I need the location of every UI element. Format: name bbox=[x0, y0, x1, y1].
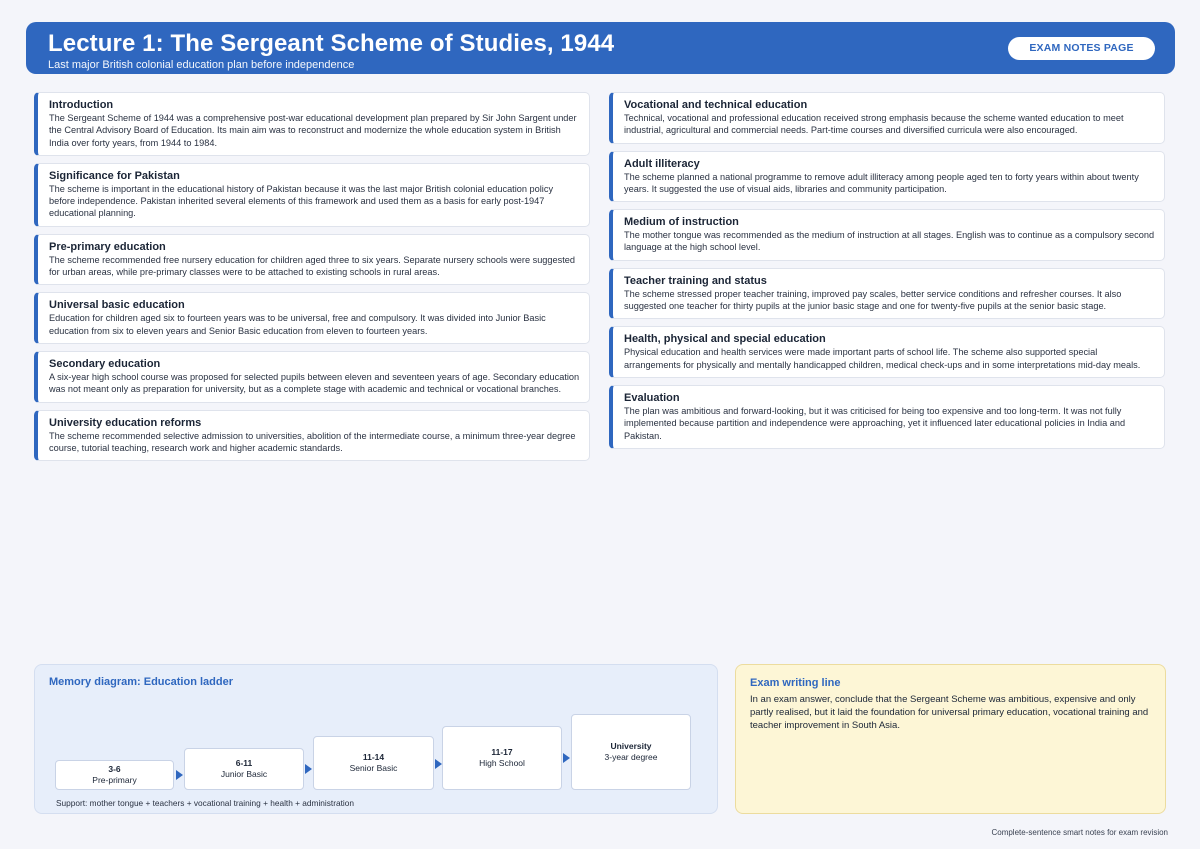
card-text: Education for children aged six to fourteen years was to be universal, free and compulsory. It was divided into Junior Basic education from six to eleven years and Senior Basic education from eleven to fourteen years. bbox=[49, 313, 546, 336]
arrow-right-icon bbox=[176, 770, 183, 780]
step-age: 11-17 bbox=[491, 747, 513, 757]
note-card-university bbox=[34, 410, 590, 462]
card-text: The plan was ambitious and forward-looking, but it was criticised for being too expensive and too long-term. It was not fully implemented because partition and independence were approaching, yet it influenced later educational policies in India and Pakistan. bbox=[624, 405, 1126, 441]
card-title: Pre-primary education bbox=[49, 240, 166, 253]
ladder-step-senior-basic bbox=[313, 736, 434, 790]
right-column bbox=[609, 92, 1165, 456]
note-card-health bbox=[609, 326, 1165, 378]
page-subtitle: Last major British colonial education plan before independence bbox=[48, 59, 355, 71]
card-title: Medium of instruction bbox=[624, 216, 739, 229]
card-title: Health, physical and special education bbox=[624, 333, 826, 346]
card-text: The scheme is important in the educational history of Pakistan because it was the last major British colonial education policy before independence. Pakistan inherited several elements of this framework and used them as a basis for early post-1947 educational planning. bbox=[49, 183, 554, 219]
note-card-adult-illiteracy bbox=[609, 151, 1165, 203]
card-title: University education reforms bbox=[49, 416, 202, 429]
exam-notes-badge: EXAM NOTES PAGE bbox=[1008, 37, 1155, 60]
card-title: Introduction bbox=[49, 99, 114, 111]
card-title: Evaluation bbox=[624, 391, 680, 404]
note-card-vocational bbox=[609, 92, 1165, 144]
step-label: Pre-primary bbox=[92, 775, 137, 785]
card-text: Physical education and health services were made important parts of school life. The scheme also supported special arrangements for physically and mentally handicapped children, medical check-ups and in some interpretations mid-day meals. bbox=[624, 347, 1141, 370]
note-card-medium bbox=[609, 209, 1165, 261]
card-text: A six-year high school course was proposed for selected pupils between eleven and seventeen years of age. Secondary education was not meant only as preparation for university, but as a complete stage with academic and technical or vocational branches. bbox=[49, 371, 580, 395]
card-title: Significance for Pakistan bbox=[49, 169, 180, 182]
note-card-pre-primary bbox=[34, 234, 590, 286]
memory-diagram-panel bbox=[34, 664, 718, 814]
page-header bbox=[26, 22, 1175, 74]
ladder-step-high-school bbox=[442, 726, 562, 790]
step-label: High School bbox=[479, 758, 525, 768]
card-text: The mother tongue was recommended as the medium of instruction at all stages. English was to continue as a compulsory second language at the high school level. bbox=[624, 230, 1155, 253]
ladder-step-university bbox=[571, 714, 691, 790]
card-text: The Sergeant Scheme of 1944 was a comprehensive post-war educational development plan prepared by Sir John Sargent under the Central Advisory Board of Education. Its main aim was to reconstruct and modernize the whole education system in British India over forty years, from 1944 to 1984. bbox=[49, 113, 577, 148]
page-title: Lecture 1: The Sergeant Scheme of Studies, 1944 bbox=[48, 30, 615, 57]
note-card-teacher bbox=[609, 268, 1165, 320]
step-label: Junior Basic bbox=[220, 769, 268, 779]
step-age: University bbox=[610, 741, 652, 751]
card-text: The scheme stressed proper teacher training, improved pay scales, better service conditions and refresher courses. It also suggested one teacher for thirty pupils at the junior basic stage and one for twenty-five pupils at the senior basic stage. bbox=[624, 288, 1122, 312]
step-label: 3-year degree bbox=[604, 752, 658, 762]
card-text: The scheme recommended free nursery education for children aged three to six years. Separate nursery schools were suggested for urban areas, while pre-primary classes were to be attached to existing schools in rural areas. bbox=[49, 254, 576, 278]
note-card-universal-basic bbox=[34, 292, 590, 344]
note-card-evaluation bbox=[609, 385, 1165, 449]
card-title: Secondary education bbox=[49, 357, 161, 370]
memory-diagram-title: Memory diagram: Education ladder bbox=[49, 676, 233, 688]
arrow-right-icon bbox=[305, 764, 312, 774]
card-title: Adult illiteracy bbox=[624, 157, 700, 170]
left-column bbox=[34, 92, 590, 468]
step-label: Senior Basic bbox=[349, 763, 398, 773]
note-card-significance bbox=[34, 163, 590, 227]
support-line: Support: mother tongue + teachers + vocational training + health + administration bbox=[56, 798, 354, 808]
card-title: Teacher training and status bbox=[624, 274, 767, 287]
footer-note: Complete-sentence smart notes for exam revision bbox=[991, 828, 1168, 837]
card-title: Universal basic education bbox=[49, 299, 185, 312]
step-age: 6-11 bbox=[235, 758, 253, 768]
card-text: Technical, vocational and professional education received strong emphasis because the scheme wanted education to meet industrial, agricultural and commercial needs. Part-time courses and diversified curricula were also encouraged. bbox=[624, 113, 1124, 136]
note-card-secondary bbox=[34, 351, 590, 403]
exam-writing-panel bbox=[735, 664, 1166, 814]
arrow-right-icon bbox=[435, 759, 442, 769]
exam-writing-title: Exam writing line bbox=[750, 677, 841, 689]
ladder-step-pre-primary bbox=[55, 760, 174, 790]
arrow-right-icon bbox=[563, 753, 570, 763]
card-text: The scheme planned a national programme to remove adult illiteracy among people aged ten to forty years within about twenty years. It suggested the use of visual aids, libraries and community participation. bbox=[624, 171, 1139, 194]
card-title: Vocational and technical education bbox=[624, 99, 808, 111]
step-age: 11-14 bbox=[362, 752, 385, 762]
note-card-introduction bbox=[34, 92, 590, 156]
step-age: 3-6 bbox=[108, 764, 121, 774]
ladder-step-junior-basic bbox=[184, 748, 304, 790]
card-text: The scheme recommended selective admission to universities, abolition of the intermediate course, a minimum three-year degree course, tutorial teaching, research work and higher academic standards. bbox=[49, 430, 576, 453]
exam-writing-text: In an exam answer, conclude that the Sergeant Scheme was ambitious, expensive and only partly realised, but it laid the foundation for universal primary education, vocational training and teacher improvement in South Asia. bbox=[750, 694, 1149, 731]
